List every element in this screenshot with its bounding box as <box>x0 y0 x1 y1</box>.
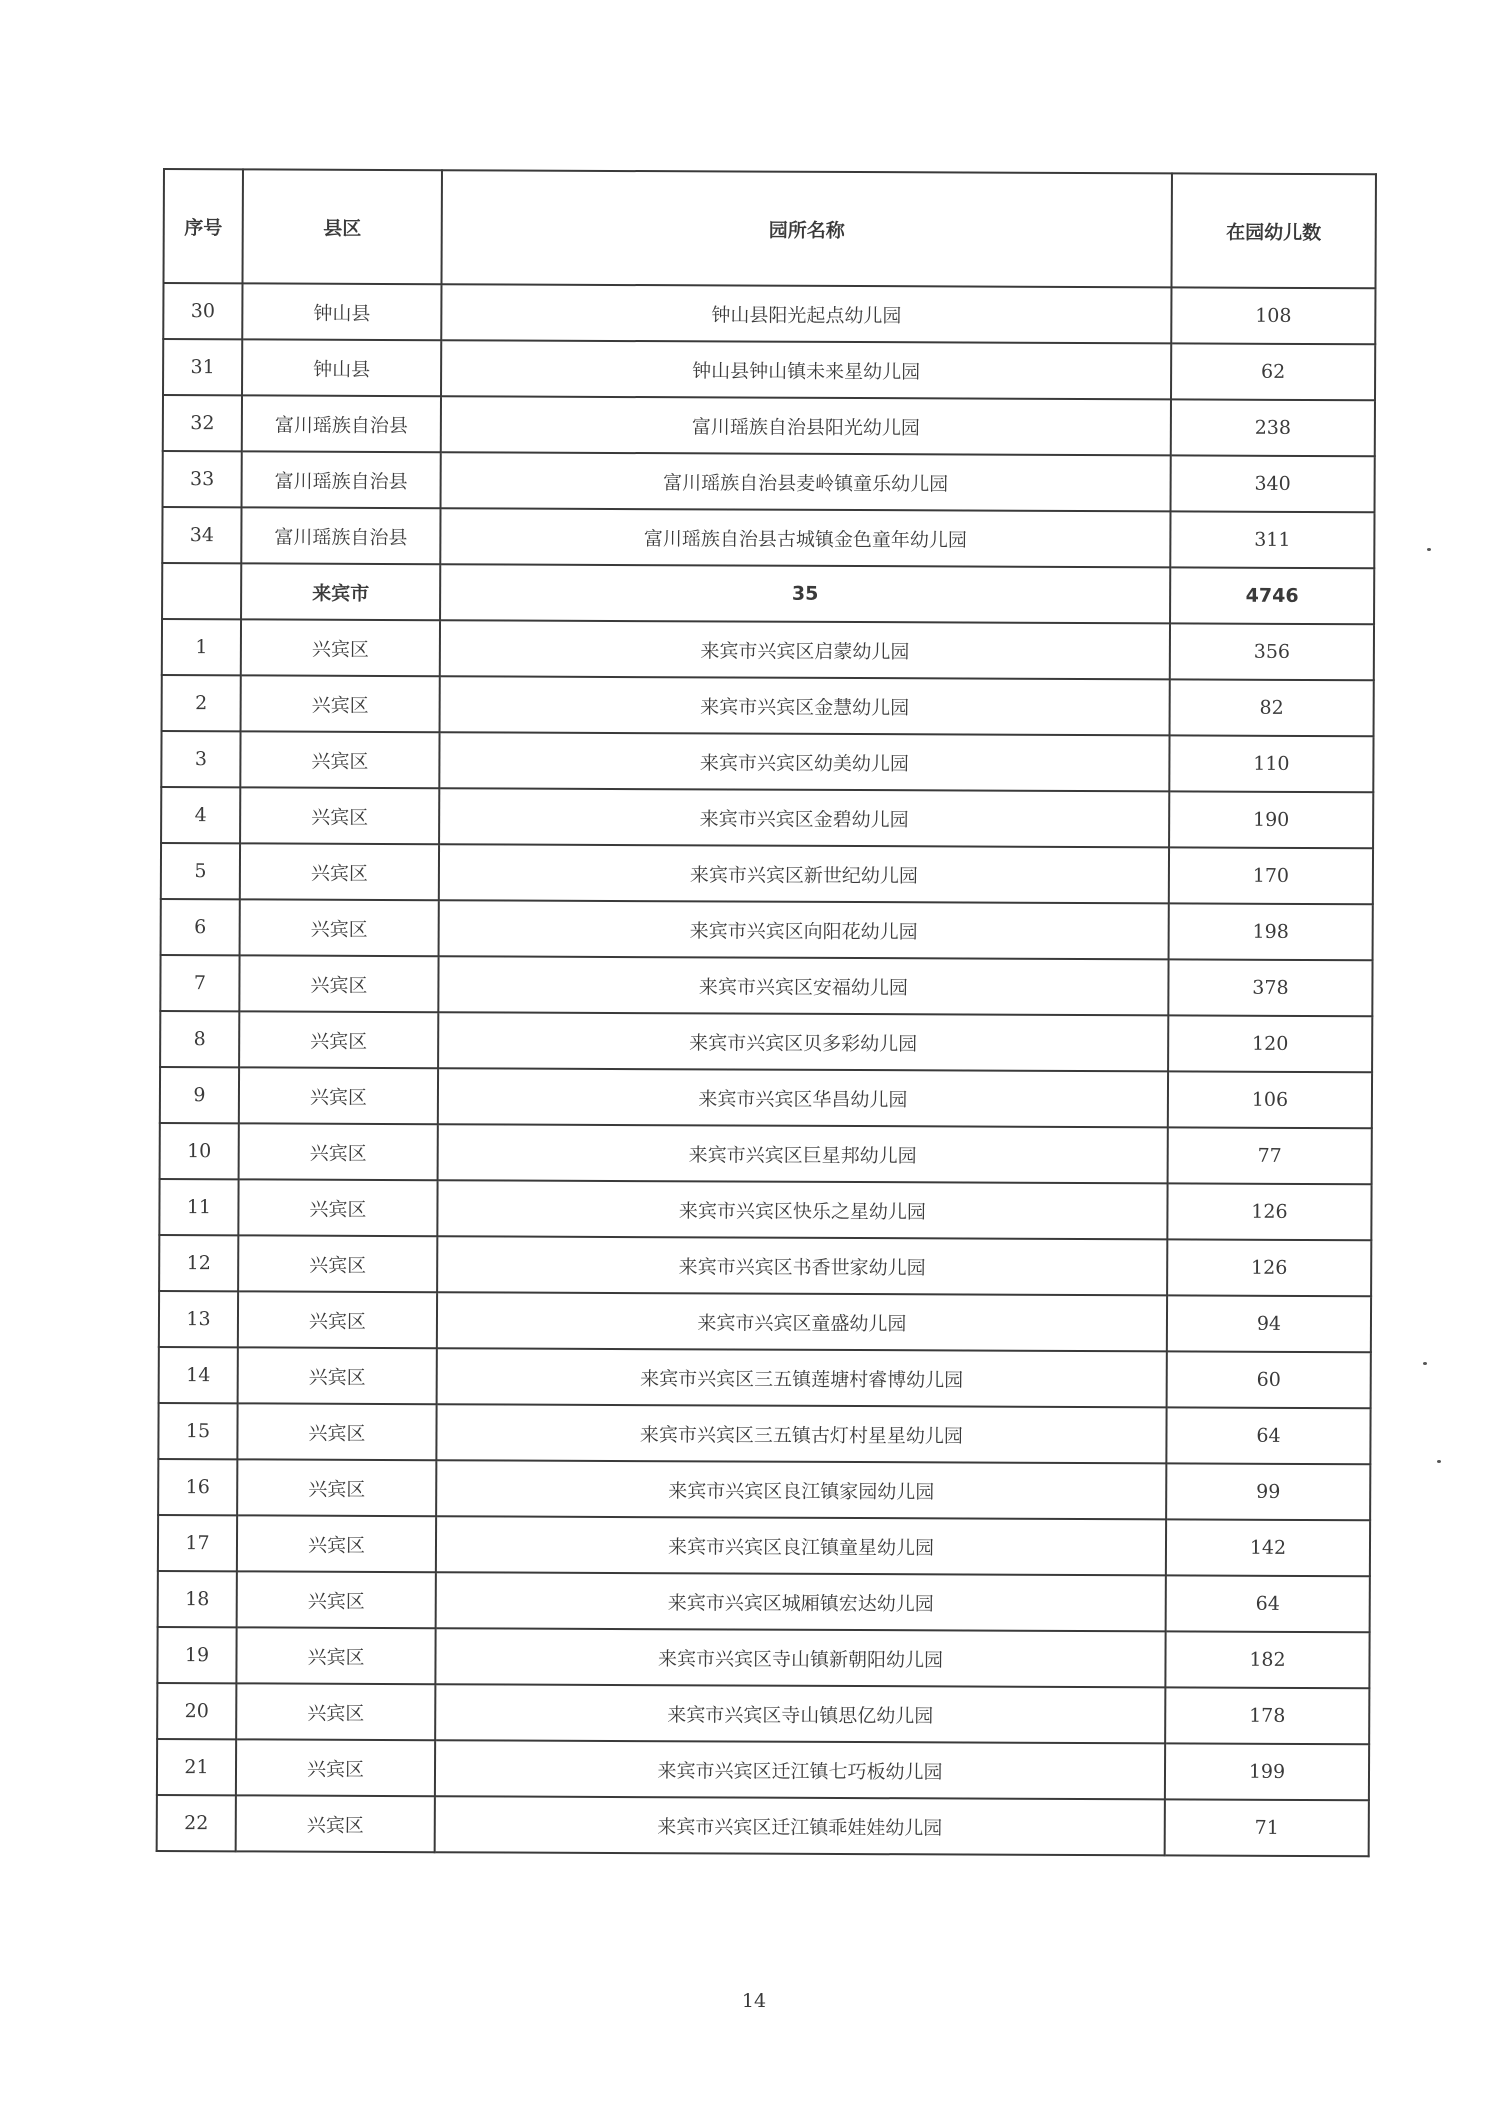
cell-kindergarten-name: 来宾市兴宾区童盛幼儿园 <box>437 1292 1167 1351</box>
cell-enrolled-children: 4746 <box>1170 567 1374 624</box>
cell-enrolled-children: 340 <box>1171 455 1375 512</box>
table-row <box>162 507 1374 568</box>
header-serial-number: 序号 <box>163 169 242 283</box>
table-row <box>163 395 1375 456</box>
cell-serial-number: 8 <box>160 1011 239 1067</box>
cell-serial-number: 16 <box>158 1459 237 1515</box>
cell-kindergarten-name: 来宾市兴宾区贝多彩幼儿园 <box>438 1012 1168 1071</box>
header-county: 县区 <box>242 169 441 284</box>
table-row <box>161 899 1373 960</box>
cell-county: 兴宾区 <box>239 955 438 1012</box>
cell-enrolled-children: 199 <box>1165 1743 1369 1800</box>
cell-kindergarten-name: 来宾市兴宾区三五镇莲塘村睿博幼儿园 <box>437 1348 1167 1407</box>
cell-county: 兴宾区 <box>240 843 439 900</box>
cell-enrolled-children: 94 <box>1167 1295 1371 1352</box>
cell-county: 兴宾区 <box>236 1739 435 1796</box>
cell-county: 兴宾区 <box>239 1011 438 1068</box>
cell-enrolled-children: 126 <box>1167 1183 1371 1240</box>
cell-serial-number: 31 <box>163 339 242 395</box>
cell-serial-number <box>162 563 241 619</box>
table-row <box>160 955 1372 1016</box>
table-row <box>158 1459 1370 1520</box>
cell-kindergarten-name: 来宾市兴宾区寺山镇新朝阳幼儿园 <box>435 1628 1165 1687</box>
table-row <box>158 1403 1370 1464</box>
cell-kindergarten-name: 35 <box>440 564 1170 623</box>
cell-serial-number: 15 <box>158 1403 237 1459</box>
cell-county: 钟山县 <box>242 283 441 340</box>
cell-kindergarten-name: 来宾市兴宾区良江镇童星幼儿园 <box>436 1516 1166 1575</box>
header-enrolled-children: 在园幼儿数 <box>1171 173 1375 288</box>
scan-speck <box>1427 548 1431 551</box>
table-row <box>157 1683 1369 1744</box>
cell-county: 兴宾区 <box>240 899 439 956</box>
scan-speck <box>1437 1460 1441 1463</box>
cell-enrolled-children: 142 <box>1166 1519 1370 1576</box>
cell-serial-number: 32 <box>163 395 242 451</box>
cell-enrolled-children: 77 <box>1168 1127 1372 1184</box>
cell-enrolled-children: 108 <box>1171 287 1375 344</box>
cell-kindergarten-name: 来宾市兴宾区向阳花幼儿园 <box>439 900 1169 959</box>
cell-kindergarten-name: 来宾市兴宾区城厢镇宏达幼儿园 <box>436 1572 1166 1631</box>
cell-county: 兴宾区 <box>240 731 439 788</box>
cell-county: 兴宾区 <box>237 1571 436 1628</box>
table-row <box>159 1291 1371 1352</box>
cell-serial-number: 6 <box>161 899 240 955</box>
cell-kindergarten-name: 来宾市兴宾区启蒙幼儿园 <box>440 620 1170 679</box>
cell-county: 兴宾区 <box>236 1795 435 1852</box>
cell-enrolled-children: 99 <box>1166 1463 1370 1520</box>
cell-serial-number: 4 <box>161 787 240 843</box>
table-row <box>160 1011 1372 1072</box>
cell-enrolled-children: 198 <box>1169 903 1373 960</box>
cell-kindergarten-name: 来宾市兴宾区新世纪幼儿园 <box>439 844 1169 903</box>
table-row <box>160 1123 1372 1184</box>
cell-kindergarten-name: 富川瑶族自治县阳光幼儿园 <box>441 396 1171 455</box>
cell-serial-number: 10 <box>160 1123 239 1179</box>
cell-enrolled-children: 378 <box>1168 959 1372 1016</box>
cell-kindergarten-name: 来宾市兴宾区迁江镇乖娃娃幼儿园 <box>435 1796 1165 1855</box>
cell-enrolled-children: 182 <box>1165 1631 1369 1688</box>
cell-enrolled-children: 178 <box>1165 1687 1369 1744</box>
cell-kindergarten-name: 来宾市兴宾区书香世家幼儿园 <box>437 1236 1167 1295</box>
cell-serial-number: 20 <box>157 1683 236 1739</box>
cell-enrolled-children: 106 <box>1168 1071 1372 1128</box>
cell-serial-number: 34 <box>162 507 241 563</box>
header-kindergarten-name: 园所名称 <box>441 170 1171 287</box>
cell-enrolled-children: 62 <box>1171 343 1375 400</box>
cell-kindergarten-name: 来宾市兴宾区快乐之星幼儿园 <box>437 1180 1167 1239</box>
table-row <box>159 1179 1371 1240</box>
table-row <box>162 675 1374 736</box>
table-row <box>161 731 1373 792</box>
cell-kindergarten-name: 来宾市兴宾区三五镇古灯村星星幼儿园 <box>436 1404 1166 1463</box>
cell-county: 富川瑶族自治县 <box>242 395 441 452</box>
cell-serial-number: 19 <box>157 1627 236 1683</box>
table-row <box>161 843 1373 904</box>
cell-serial-number: 2 <box>162 675 241 731</box>
cell-county: 兴宾区 <box>240 787 439 844</box>
cell-enrolled-children: 64 <box>1166 1575 1370 1632</box>
cell-kindergarten-name: 来宾市兴宾区安福幼儿园 <box>438 956 1168 1015</box>
cell-kindergarten-name: 钟山县钟山镇未来星幼儿园 <box>441 340 1171 399</box>
cell-enrolled-children: 170 <box>1169 847 1373 904</box>
cell-serial-number: 7 <box>160 955 239 1011</box>
cell-serial-number: 11 <box>159 1179 238 1235</box>
table-row <box>163 451 1375 512</box>
cell-county: 兴宾区 <box>238 1291 437 1348</box>
page-number: 14 <box>741 1990 767 2012</box>
kindergarten-table <box>156 168 1377 1857</box>
cell-serial-number: 12 <box>159 1235 238 1291</box>
cell-county: 兴宾区 <box>236 1627 435 1684</box>
table-row <box>160 1067 1372 1128</box>
cell-county: 兴宾区 <box>239 1123 438 1180</box>
cell-county: 兴宾区 <box>238 1347 437 1404</box>
table-row <box>157 1739 1369 1800</box>
cell-enrolled-children: 64 <box>1166 1407 1370 1464</box>
cell-enrolled-children: 190 <box>1169 791 1373 848</box>
table-body <box>157 283 1376 1856</box>
cell-kindergarten-name: 来宾市兴宾区幼美幼儿园 <box>439 732 1169 791</box>
cell-serial-number: 13 <box>159 1291 238 1347</box>
cell-kindergarten-name: 来宾市兴宾区华昌幼儿园 <box>438 1068 1168 1127</box>
cell-serial-number: 18 <box>158 1571 237 1627</box>
cell-serial-number: 33 <box>163 451 242 507</box>
cell-county: 来宾市 <box>241 563 440 620</box>
cell-county: 兴宾区 <box>237 1515 436 1572</box>
subtotal-row <box>162 563 1374 624</box>
table-row <box>158 1515 1370 1576</box>
table-row <box>159 1347 1371 1408</box>
table-row <box>161 787 1373 848</box>
cell-serial-number: 21 <box>157 1739 236 1795</box>
cell-kindergarten-name: 富川瑶族自治县麦岭镇童乐幼儿园 <box>441 452 1171 511</box>
cell-enrolled-children: 120 <box>1168 1015 1372 1072</box>
cell-serial-number: 17 <box>158 1515 237 1571</box>
cell-county: 钟山县 <box>242 339 441 396</box>
cell-kindergarten-name: 来宾市兴宾区金慧幼儿园 <box>440 676 1170 735</box>
table-header <box>163 169 1375 288</box>
cell-enrolled-children: 126 <box>1167 1239 1371 1296</box>
cell-enrolled-children: 238 <box>1171 399 1375 456</box>
table-row <box>157 1627 1369 1688</box>
table-row <box>163 339 1375 400</box>
cell-serial-number: 3 <box>161 731 240 787</box>
cell-county: 兴宾区 <box>236 1683 435 1740</box>
cell-county: 兴宾区 <box>237 1403 436 1460</box>
cell-serial-number: 1 <box>162 619 241 675</box>
cell-enrolled-children: 60 <box>1167 1351 1371 1408</box>
cell-enrolled-children: 71 <box>1165 1799 1369 1856</box>
cell-county: 富川瑶族自治县 <box>242 451 441 508</box>
cell-county: 兴宾区 <box>237 1459 436 1516</box>
cell-county: 兴宾区 <box>238 1179 437 1236</box>
table-row <box>158 1571 1370 1632</box>
cell-serial-number: 14 <box>159 1347 238 1403</box>
cell-serial-number: 9 <box>160 1067 239 1123</box>
header-row <box>163 169 1375 288</box>
cell-enrolled-children: 82 <box>1170 679 1374 736</box>
cell-county: 兴宾区 <box>238 1235 437 1292</box>
table-row <box>163 283 1375 344</box>
table-row <box>162 619 1374 680</box>
cell-kindergarten-name: 来宾市兴宾区寺山镇思亿幼儿园 <box>435 1684 1165 1743</box>
cell-county: 兴宾区 <box>241 675 440 732</box>
cell-kindergarten-name: 来宾市兴宾区金碧幼儿园 <box>439 788 1169 847</box>
cell-kindergarten-name: 来宾市兴宾区良江镇家园幼儿园 <box>436 1460 1166 1519</box>
cell-enrolled-children: 356 <box>1170 623 1374 680</box>
cell-county: 兴宾区 <box>239 1067 438 1124</box>
cell-kindergarten-name: 富川瑶族自治县古城镇金色童年幼儿园 <box>440 508 1170 567</box>
cell-enrolled-children: 311 <box>1170 511 1374 568</box>
cell-serial-number: 5 <box>161 843 240 899</box>
cell-kindergarten-name: 来宾市兴宾区巨星邦幼儿园 <box>438 1124 1168 1183</box>
table-row <box>157 1795 1369 1856</box>
cell-enrolled-children: 110 <box>1169 735 1373 792</box>
cell-kindergarten-name: 来宾市兴宾区迁江镇七巧板幼儿园 <box>435 1740 1165 1799</box>
cell-county: 富川瑶族自治县 <box>241 507 440 564</box>
cell-serial-number: 22 <box>157 1795 236 1851</box>
cell-serial-number: 30 <box>163 283 242 339</box>
scan-speck <box>1423 1362 1427 1365</box>
table-row <box>159 1235 1371 1296</box>
cell-county: 兴宾区 <box>241 619 440 676</box>
cell-kindergarten-name: 钟山县阳光起点幼儿园 <box>441 284 1171 343</box>
